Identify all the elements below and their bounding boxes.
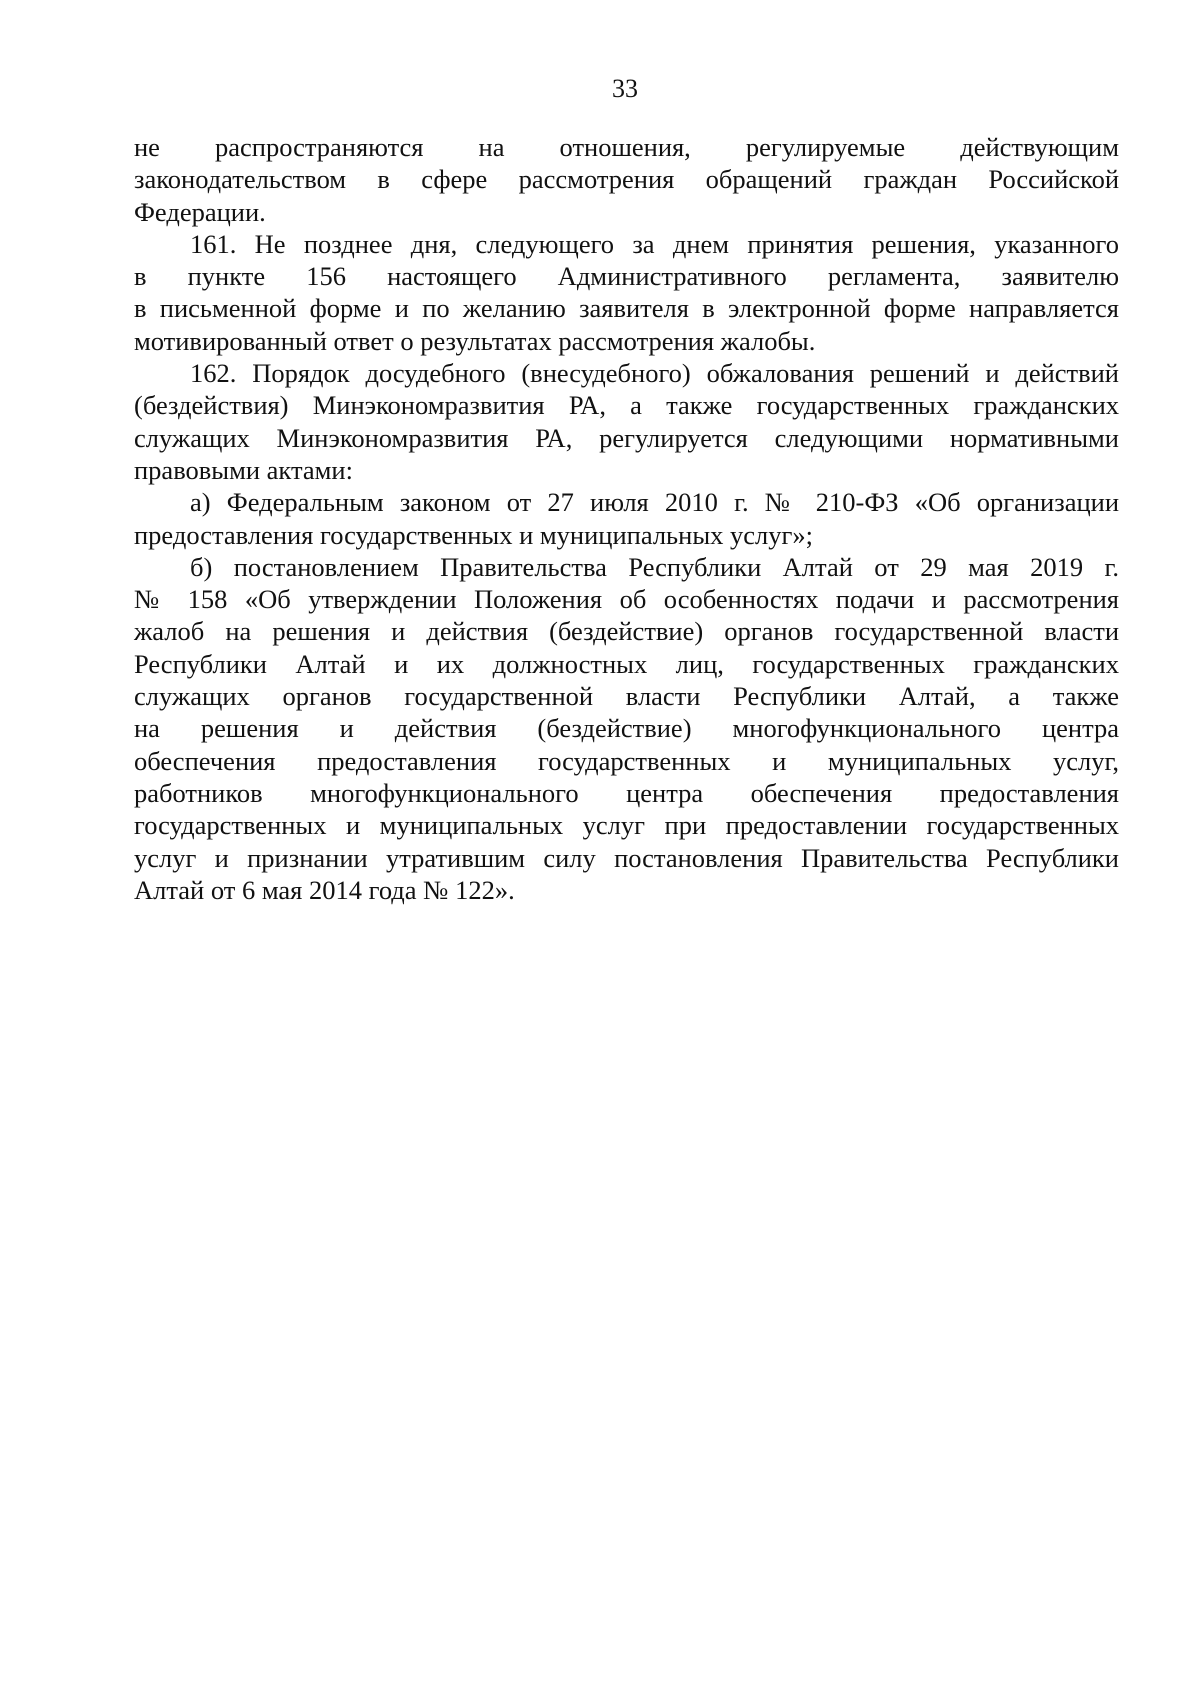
page-number: 33 <box>612 74 638 103</box>
text-line: в письменной форме и по желанию заявителя в электронной форме направляется <box>134 293 1119 324</box>
text-line: законодательством в сфере рассмотрения обращений граждан Российской <box>134 164 1119 195</box>
text-line: Республики Алтай и их должностных лиц, государственных гражданских <box>134 648 1119 679</box>
text-line: работников многофункционального центра обеспечения предоставления <box>134 777 1119 808</box>
text-line: не распространяются на отношения, регулируемые действующим <box>134 132 1119 162</box>
paragraph-continuation <box>134 131 1119 228</box>
text-line: услуг и признании утратившим силу постановления Правительства Республики <box>134 842 1119 873</box>
text-line: Федерации. <box>134 196 266 227</box>
text-line: (бездействия) Минэкономразвития РА, а также государственных гражданских <box>134 390 1119 421</box>
paragraph-161 <box>134 228 1119 357</box>
paragraph-item-b <box>134 551 1119 906</box>
text-line: Алтай от 6 мая 2014 года № 122». <box>134 874 515 905</box>
text-line: б) постановлением Правительства Республики Алтай от 29 мая 2019 г. <box>190 551 1119 582</box>
text-line: правовыми актами: <box>134 454 353 485</box>
text-line: в пункте 156 настоящего Административного регламента, заявителю <box>134 261 1119 292</box>
text-line: служащих органов государственной власти Республики Алтай, а также <box>134 681 1119 712</box>
text-line: 161. Не позднее дня, следующего за днем принятия решения, указанного <box>190 228 1119 259</box>
text-line: жалоб на решения и действия (бездействие) органов государственной власти <box>134 616 1119 647</box>
text-line: № 158 «Об утверждении Положения об особенностях подачи и рассмотрения <box>134 584 1119 615</box>
text-line: мотивированный ответ о результатах рассмотрения жалобы. <box>134 325 816 356</box>
paragraph-162 <box>134 357 1119 486</box>
paragraph-item-a <box>134 486 1119 551</box>
text-line: государственных и муниципальных услуг при предоставлении государственных <box>134 810 1119 841</box>
text-line: предоставления государственных и муниципальных услуг»; <box>134 519 813 550</box>
text-line: 162. Порядок досудебного (внесудебного) обжалования решений и действий <box>190 358 1119 389</box>
text-line: обеспечения предоставления государственных и муниципальных услуг, <box>134 745 1119 776</box>
text-line: на решения и действия (бездействие) многофункционального центра <box>134 713 1119 744</box>
document-body <box>134 131 1119 906</box>
text-line: а) Федеральным законом от 27 июля 2010 г. № 210-ФЗ «Об организации <box>190 487 1119 518</box>
text-line: служащих Минэкономразвития РА, регулируется следующими нормативными <box>134 422 1119 453</box>
